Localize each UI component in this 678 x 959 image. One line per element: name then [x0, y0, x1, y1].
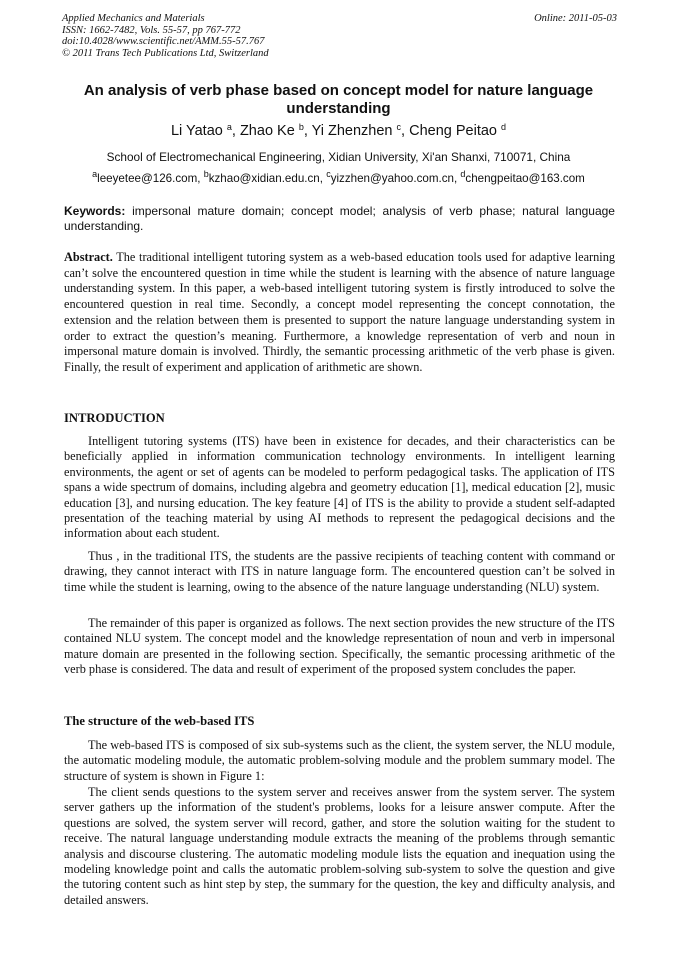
email-mark: b	[203, 169, 209, 179]
email-mark: d	[460, 169, 466, 179]
email-address: yizzhen@yahoo.com.cn	[330, 172, 454, 185]
keywords-label: Keywords:	[64, 204, 126, 218]
email-address: chengpeitao@163.com	[465, 172, 585, 185]
body-paragraph: The client sends questions to the system server and receives answer from the system server. The system server gathers up the information of the student's problems, looks for a leisure answer compute. After the questions are solved, the system server will record, gather, and store the solution waiting for the student to receive. The natural language understanding module extracts the meaning of the problems through semantic analysis and discourse clustering. The automatic modeling module lists the equation and inequation using the modeling knowledge point and calls the automatic problem-solving sub-system to solve the question and give the tutoring content such as hint step by step, the summary for the question, the key and difficulty analysis, and detailed answers.	[64, 785, 615, 907]
body-paragraph: Thus , in the traditional ITS, the students are the passive recipients of teaching content with command or drawing, they cannot interact with ITS in nature language form. The encountered question can’t be solved in time while the student is learning, owing to the absence of the nature language understanding (NLU) system.	[64, 549, 615, 594]
email-address: kzhao@xidian.edu.cn	[208, 172, 320, 185]
copyright-line: © 2011 Trans Tech Publications Ltd, Switzerland	[62, 47, 269, 59]
author-mark: a	[226, 122, 232, 132]
keywords-text: impersonal mature domain; concept model; analysis of verb phase; natural language understanding.	[64, 204, 615, 233]
abstract-text: The traditional intelligent tutoring system as a web-based education tools used for adaptive learning can’t solve the encountered question in time while the student is learning with the absence of nature language understanding system. In this paper, a web-based intelligent tutoring system is firstly introduced to solve the encountered question in real time. Secondly, a concept model representing the concept connotation, the extension and the relation between them is presented to support the nature language understanding system in order to extract the question’s meaning. Furthermore, a knowledge representation of verb and noun in impersonal mature domain is involved. Thirdly, the semantic processing arithmetic of the verb phase is given. Finally, the result of experiment and application of arithmetic are shown.	[64, 250, 615, 374]
author-name: Cheng Peitao	[409, 123, 497, 139]
section-heading-introduction: INTRODUCTION	[64, 411, 165, 425]
abstract	[64, 250, 615, 376]
paper-title: An analysis of verb phase based on concept model for nature language understanding	[83, 82, 594, 117]
email-mark: c	[326, 169, 331, 179]
author-name: Yi Zhenzhen	[311, 123, 393, 139]
section-heading-structure: The structure of the web-based ITS	[64, 714, 255, 728]
author-name: Zhao Ke	[239, 123, 295, 139]
issn-line: ISSN: 1662-7482, Vols. 55-57, pp 767-772	[62, 24, 241, 36]
body-paragraph: The remainder of this paper is organized as follows. The next section provides the new structure of the ITS contained NLU system. The concept model and the knowledge representation of noun and verb in impersonal mature domain are presented in the following section. Specifically, the semantic processing arithmetic of the verb phase is considered. The data and result of experiment of the proposed system concludes the paper.	[64, 616, 615, 677]
journal-name: Applied Mechanics and Materials	[62, 13, 205, 24]
email-address: leeyetee@126.com	[97, 172, 198, 185]
author-list: Li Yatao $^a$, Zhao Ke $^b$, Yi Zhenzhen $^c$, Cheng Peitao $^d$	[170, 122, 507, 139]
author-mark: b	[298, 122, 304, 132]
email-list: $^a$leeyetee@126.com, $^b$kzhao@xidian.edu.cn, $^c$yizzhen@yahoo.com.cn, $^d$chengpeitao@163.com	[92, 169, 585, 185]
body-paragraph: Intelligent tutoring systems (ITS) have been in existence for decades, and their characteristics can be beneficially applied in information communication technology environments. In intelligent learning environments, the agent or set of agents can be modeled to perform pedagogical tasks. The application of ITS spans a wide spectrum of domains, including algebra and geometry education [1], medical education [2], music education [3], and nursing education. The key feature [4] of ITS is the ability to provide a student self-adapted presentation of the teaching material by using AI methods to represent the pedagogical decisions and the information about each student.	[64, 434, 615, 541]
author-name: Li Yatao	[170, 123, 223, 139]
online-date: Online: 2011-05-03	[534, 13, 617, 24]
body-paragraph: The web-based ITS is composed of six sub-systems such as the client, the system server, the NLU module, the automatic modeling module, the automatic problem-solving module and the problem summary model. The structure of system is shown in Figure 1:	[64, 738, 615, 783]
journal-header	[62, 13, 617, 59]
doi-line: doi:10.4028/www.scientific.net/AMM.55-57.767	[62, 36, 265, 47]
email-mark: a	[92, 169, 98, 179]
abstract-label: Abstract.	[64, 250, 113, 264]
author-mark: d	[501, 122, 507, 132]
affiliation: School of Electromechanical Engineering, Xidian University, Xi'an Shanxi, 710071, China	[106, 150, 571, 164]
author-mark: c	[396, 122, 402, 132]
keywords	[64, 204, 615, 234]
